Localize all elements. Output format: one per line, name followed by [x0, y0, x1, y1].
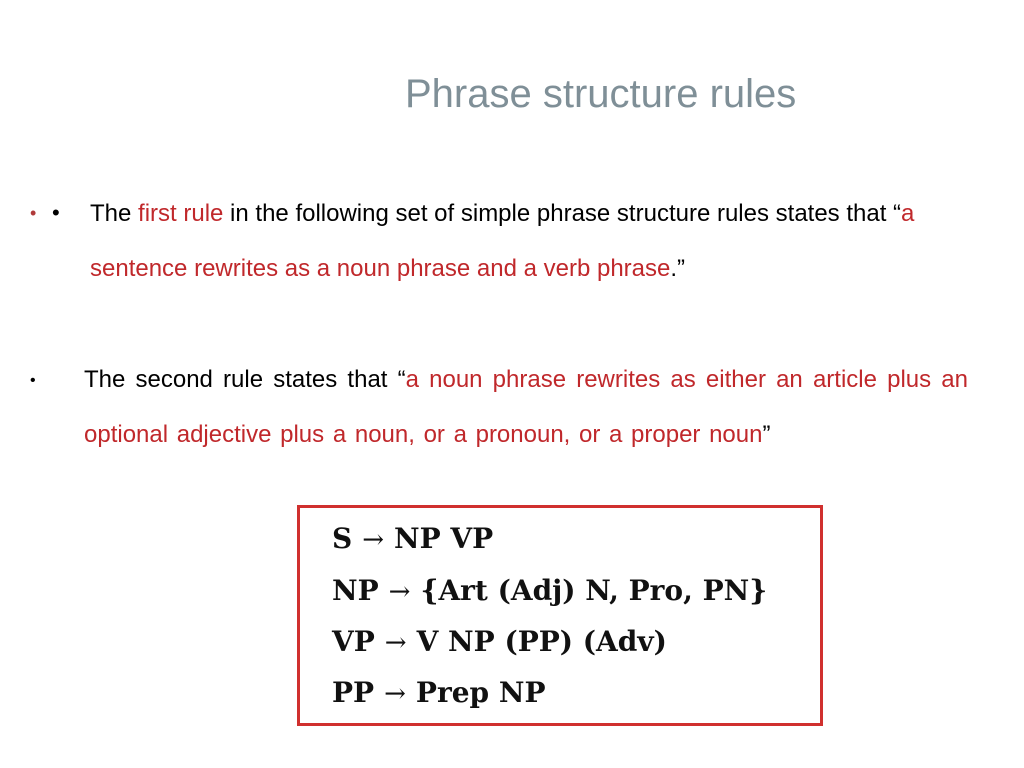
bullet1-highlight-2: a sentence rewrites as a noun phrase and a verb phrase — [90, 200, 915, 282]
rewrite-arrow-icon: → — [384, 628, 407, 658]
bullet1-text-2: in the following set of simple phrase structure rules states that “ — [223, 200, 902, 227]
phrase-structure-rules-box — [297, 505, 823, 726]
rule-rhs: V NP (PP) (Adv) — [416, 625, 667, 658]
bullet1-highlight-1: first rule — [138, 200, 224, 227]
rule-rhs: {Art (Adj) N, Pro, PN} — [420, 574, 768, 607]
rule-lhs: VP — [332, 625, 375, 658]
rule-line — [332, 625, 667, 658]
bullet-marker-second: • — [30, 372, 36, 389]
bullet-marker-secondary: • — [52, 200, 60, 225]
bullet-text-second-rule — [84, 352, 968, 462]
rewrite-arrow-icon: → — [384, 679, 406, 709]
bullet2-text-1: The second rule states that “ — [84, 366, 406, 393]
bullet1-text-3: .” — [670, 255, 686, 282]
rewrite-arrow-icon: → — [362, 525, 385, 555]
rule-rhs: NP VP — [394, 522, 494, 555]
bullet-text-first-rule — [90, 186, 990, 296]
rule-lhs: NP — [332, 574, 379, 607]
rule-line — [332, 522, 493, 555]
bullet2-text-2: ” — [762, 421, 771, 448]
rule-line — [332, 676, 546, 709]
bullet-marker-primary: • — [30, 203, 37, 223]
bullet2-highlight-1: a noun phrase rewrites as either an article plus an optional adjective plus a noun, or a pronoun, or a proper noun — [84, 366, 968, 448]
rule-lhs: PP — [332, 676, 375, 709]
rule-lhs: S — [332, 522, 353, 555]
slide-title: Phrase structure rules — [405, 72, 797, 116]
rule-line — [332, 574, 767, 607]
bullet1-text-1: The — [90, 200, 139, 227]
rule-rhs: Prep NP — [415, 676, 546, 709]
rewrite-arrow-icon: → — [388, 577, 411, 607]
